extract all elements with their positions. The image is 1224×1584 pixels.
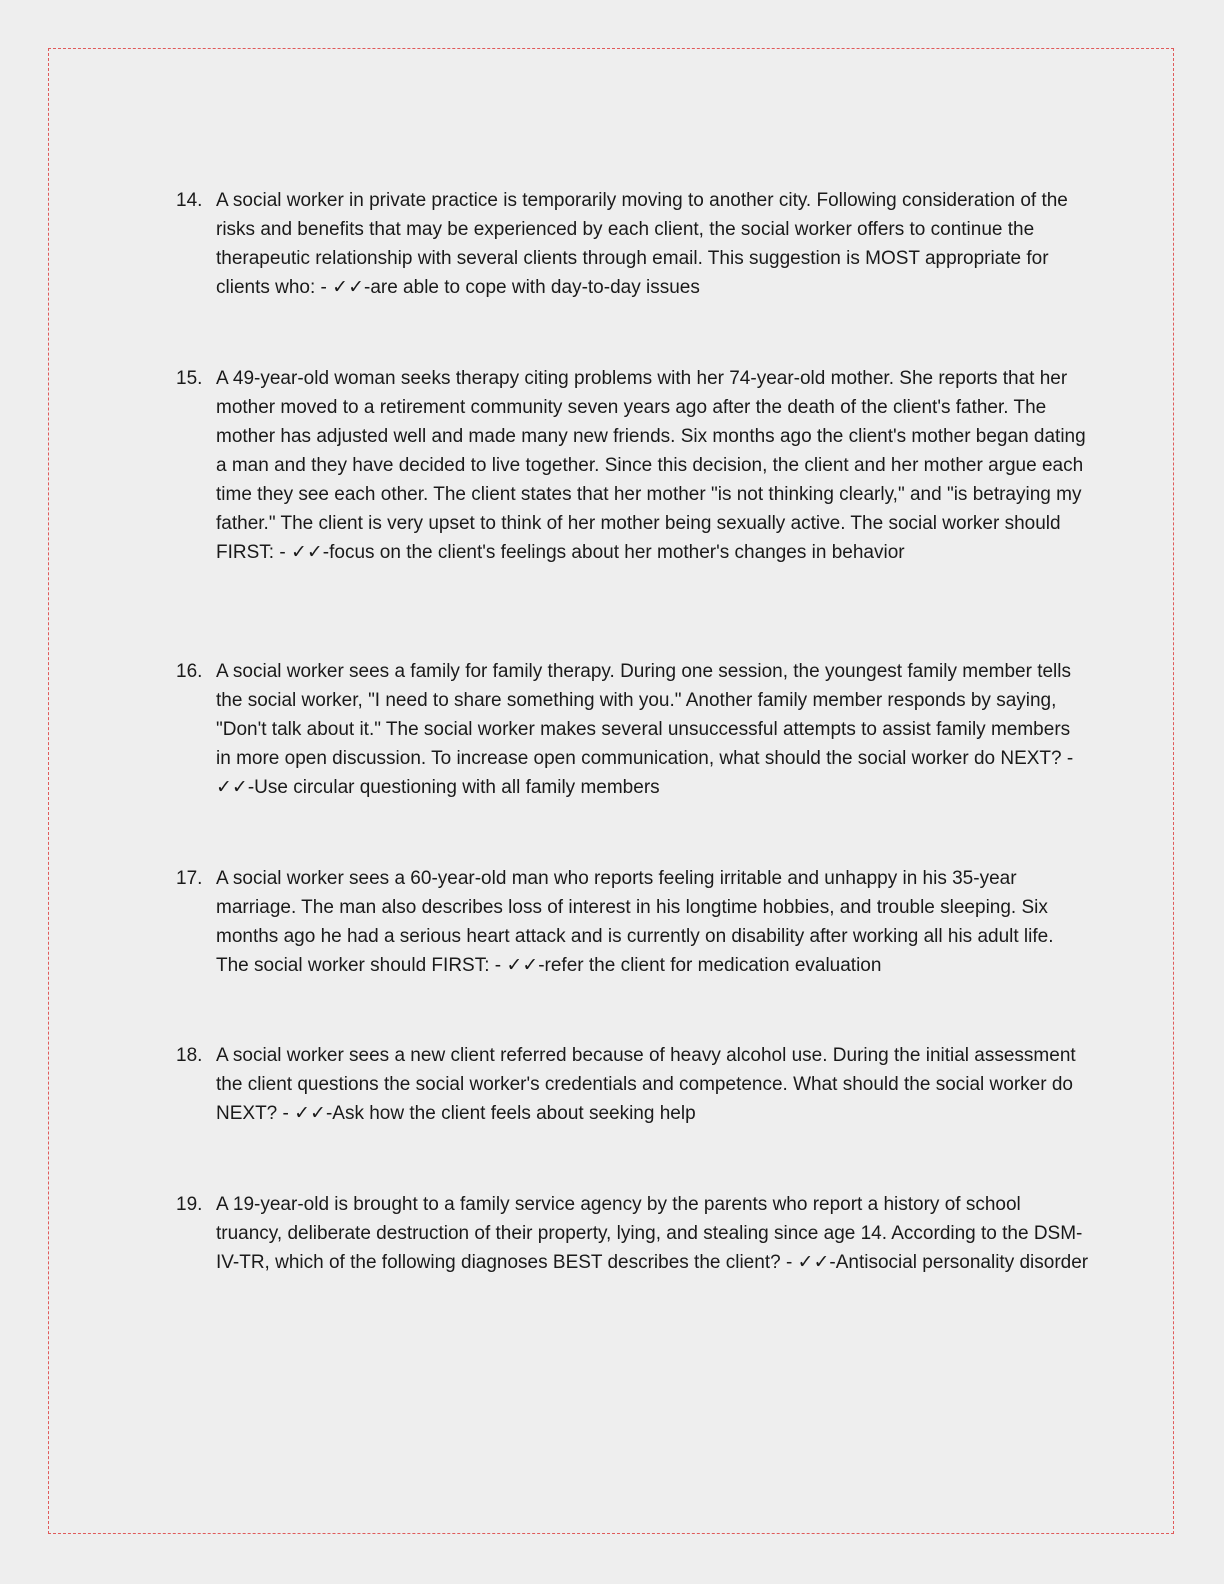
question-text: A social worker sees a 60-year-old man who reports feeling irritable and unhappy in his 35-year marriage. The man also describes loss of interest in his longtime hobbies, and trouble sleeping. Six months ago he had a serious heart attack and is currently on disability after working all his adult life. The social worker should FIRST: - ✓✓-refer the client for medication evaluation [216, 868, 1054, 976]
question-text: A 49-year-old woman seeks therapy citing problems with her 74-year-old mother. She reports that her mother moved to a retirement community seven years ago after the death of the client's father. The mother has adjusted well and made many new friends. Six months ago the client's mother began dating a man and they have decided to live together. Since this decision, the client and her mother argue each time they see each other. The client states that her mother "is not thinking clearly," and "is betraying my father." The client is very upset to think of her mother being sexually active. The social worker should FIRST: - ✓✓-focus on the client's feelings about her mother's changes in behavior [216, 368, 1086, 563]
question-19 [176, 1190, 1090, 1277]
question-15 [176, 364, 1090, 567]
question-text: A social worker sees a new client referred because of heavy alcohol use. During the initial assessment the client questions the social worker's credentials and competence. What should the social worker do NEXT? - ✓✓-Ask how the client feels about seeking help [216, 1045, 1076, 1124]
question-number: 17. [176, 868, 203, 889]
question-16 [176, 657, 1090, 802]
question-text: A social worker sees a family for family therapy. During one session, the youngest family member tells the social worker, "I need to share something with you." Another family member responds by saying, "Don't talk about it." The social worker makes several unsuccessful attempts to assist family members in more open discussion. To increase open communication, what should the social worker do NEXT? - ✓✓-Use circular questioning with all family members [216, 661, 1074, 798]
question-text: A social worker in private practice is temporarily moving to another city. Following consideration of the risks and benefits that may be experienced by each client, the social worker offers to continue the therapeutic relationship with several clients through email. This suggestion is MOST appropriate for clients who: - ✓✓-are able to cope with day-to-day issues [216, 190, 1068, 298]
question-number: 19. [176, 1194, 203, 1215]
question-18 [176, 1041, 1090, 1128]
question-number: 15. [176, 368, 203, 389]
question-17 [176, 864, 1090, 980]
question-14 [176, 186, 1090, 302]
question-number: 18. [176, 1045, 203, 1066]
question-text: A 19-year-old is brought to a family service agency by the parents who report a history of school truancy, deliberate destruction of their property, lying, and stealing since age 14. According to the DSM-IV-TR, which of the following diagnoses BEST describes the client? - ✓✓-Antisocial personality disorder [216, 1194, 1089, 1273]
question-number: 16. [176, 661, 203, 682]
question-number: 14. [176, 190, 203, 211]
